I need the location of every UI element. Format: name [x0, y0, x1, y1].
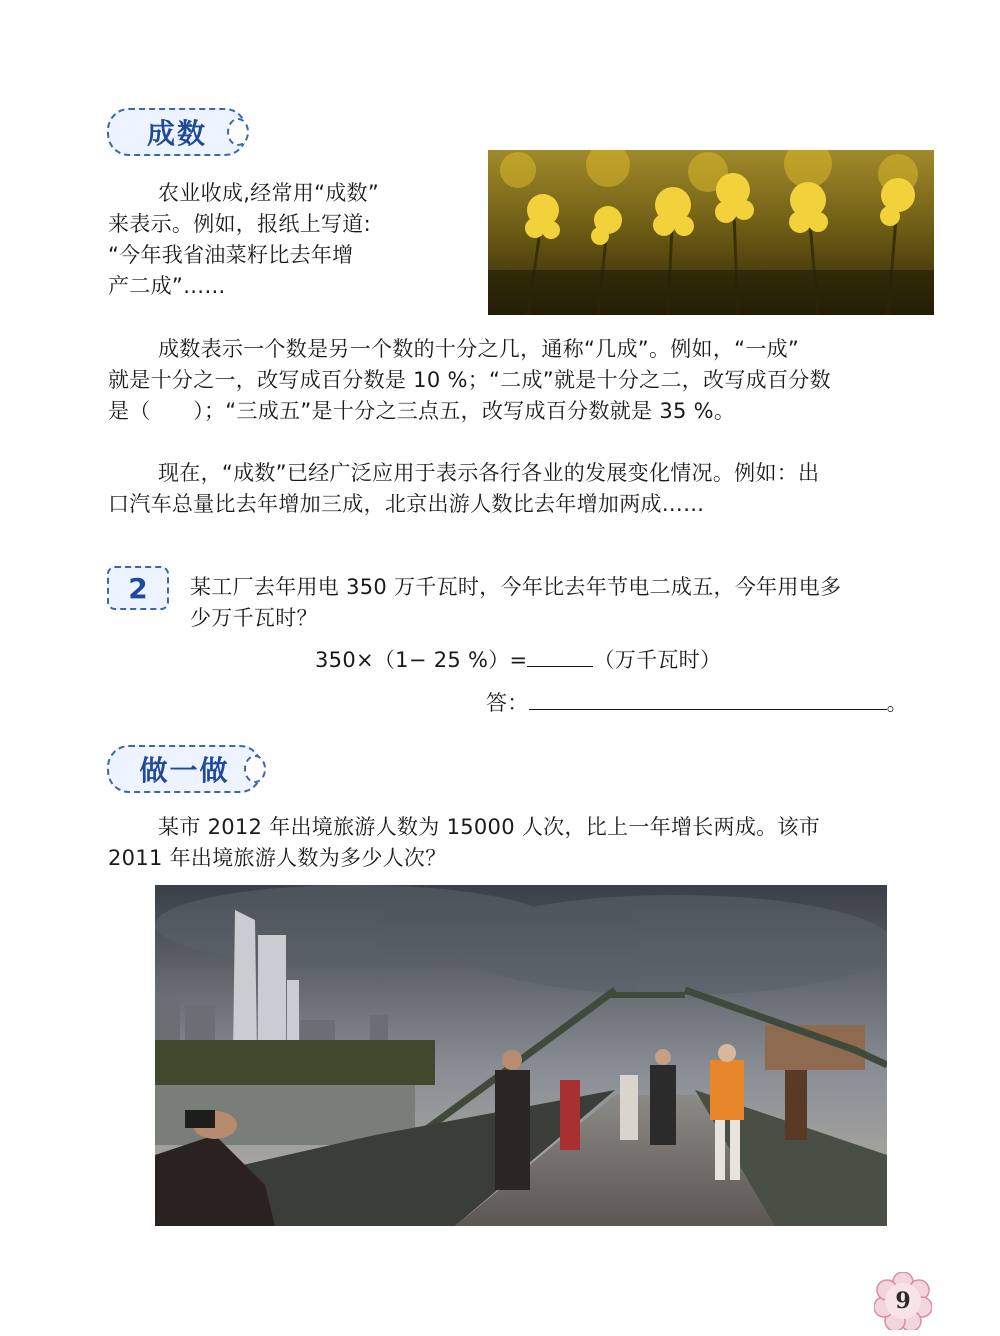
formula-blank [527, 646, 593, 667]
bridge-city-photo [155, 885, 887, 1226]
page-number: 9 [895, 1288, 911, 1314]
example-formula: 350×（1− 25 %）= [315, 648, 528, 672]
practice-title: 做一做 [139, 754, 230, 787]
example-line-2: 少万千瓦时？ [190, 606, 318, 630]
intro-line-1: 农业收成,经常用“成数” [158, 181, 380, 205]
usage-line-2: 口汽车总量比去年增加三成，北京出游人数比去年增加两成…… [108, 492, 705, 516]
definition-line-2: 就是十分之一，改写成百分数是 10 %；“二成”就是十分之二，改写成百分数 [108, 368, 831, 392]
answer-end: 。 [886, 691, 908, 715]
section-title-tag [107, 108, 247, 156]
usage-line-1: 现在，“成数”已经广泛应用于表示各行各业的发展变化情况。例如：出 [158, 461, 820, 485]
section-title: 成数 [146, 117, 207, 150]
example-line-1: 某工厂去年用电 350 万千瓦时，今年比去年节电二成五，今年用电多 [190, 575, 842, 599]
example-formula-row [315, 645, 721, 676]
intro-line-4: 产二成”…… [108, 274, 226, 298]
rapeseed-flower-photo [488, 150, 934, 315]
practice-line-2: 2011 年出境旅游人数为多少人次？ [108, 846, 447, 870]
example-number-badge [107, 566, 169, 610]
scroll-curl-icon [227, 118, 249, 146]
practice-title-tag [107, 745, 262, 793]
example-answer-row [486, 688, 908, 719]
example-unit: （万千瓦时） [593, 648, 722, 672]
scroll-curl-icon [244, 755, 266, 783]
definition-line-1: 成数表示一个数是另一个数的十分之几，通称“几成”。例如，“一成” [158, 337, 800, 361]
definition-line-3: 是（ ）；“三成五”是十分之三点五，改写成百分数就是 35 %。 [108, 399, 736, 423]
example-number: 2 [128, 571, 148, 605]
intro-line-3: “今年我省油菜籽比去年增 [108, 243, 354, 267]
answer-label: 答： [486, 691, 529, 715]
practice-line-1: 某市 2012 年出境旅游人数为 15000 人次，比上一年增长两成。该市 [158, 815, 821, 839]
page-number-badge [874, 1272, 932, 1330]
intro-line-2: 来表示。例如，报纸上写道: [108, 212, 371, 236]
answer-blank [529, 689, 887, 710]
